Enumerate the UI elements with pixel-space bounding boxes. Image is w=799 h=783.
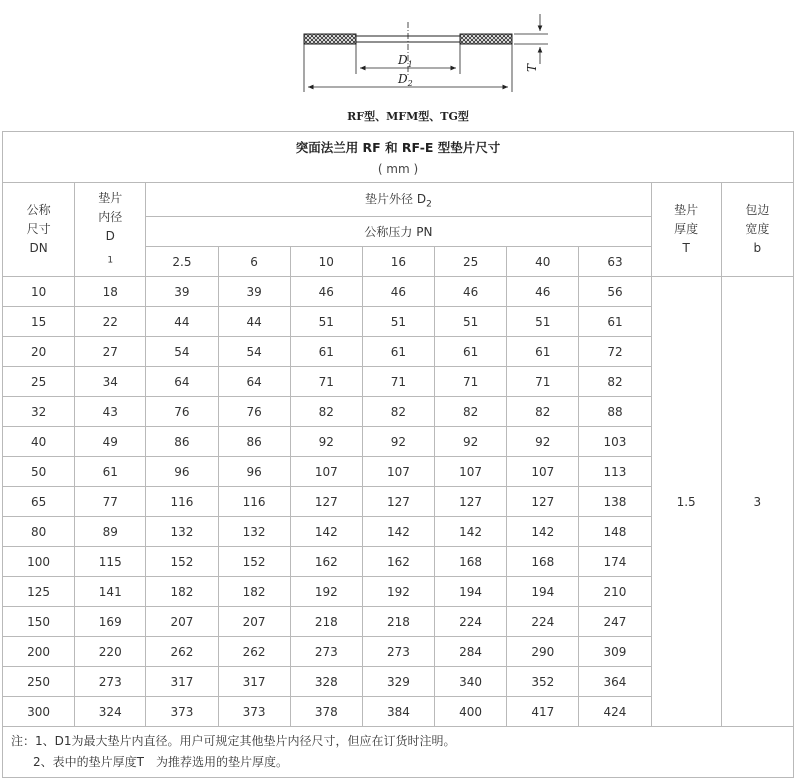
table-cell: 150 (3, 607, 75, 637)
table-cell: 127 (507, 487, 579, 517)
table-cell: 162 (290, 547, 362, 577)
header-pn-3: 16 (362, 247, 434, 277)
table-cell: 46 (435, 277, 507, 307)
table-cell: 384 (362, 697, 434, 727)
table-cell: 92 (507, 427, 579, 457)
table-cell: 417 (507, 697, 579, 727)
table-cell: 127 (362, 487, 434, 517)
table-cell: 77 (75, 487, 146, 517)
table-cell: 168 (507, 547, 579, 577)
table-cell: 92 (290, 427, 362, 457)
table-cell: 127 (290, 487, 362, 517)
table-cell: 142 (362, 517, 434, 547)
table-cell: 71 (290, 367, 362, 397)
table-cell: 25 (3, 367, 75, 397)
table-cell: 61 (290, 337, 362, 367)
table-cell: 54 (218, 337, 290, 367)
table-cell: 138 (579, 487, 651, 517)
table-cell: 142 (507, 517, 579, 547)
table-cell: 80 (3, 517, 75, 547)
table-cell: 273 (362, 637, 434, 667)
table-cell: 46 (507, 277, 579, 307)
table-cell: 127 (435, 487, 507, 517)
table-cell: 300 (3, 697, 75, 727)
table-row (3, 277, 794, 307)
table-cell: 182 (218, 577, 290, 607)
table-cell: 107 (362, 457, 434, 487)
table-cell: 61 (435, 337, 507, 367)
table-cell: 61 (579, 307, 651, 337)
table-cell: 82 (362, 397, 434, 427)
table-cell: 76 (146, 397, 218, 427)
header-outer-diameter: 垫片外径 $D_2$ (146, 183, 651, 217)
table-cell: 22 (75, 307, 146, 337)
table-cell: 103 (579, 427, 651, 457)
table-title (3, 132, 794, 183)
table-cell: 142 (435, 517, 507, 547)
table-cell: 373 (146, 697, 218, 727)
table-cell: 247 (579, 607, 651, 637)
table-cell: 82 (290, 397, 362, 427)
table-unit: ( mm ) (377, 162, 419, 176)
table-cell: 148 (579, 517, 651, 547)
table-cell: 207 (146, 607, 218, 637)
table-cell: 71 (507, 367, 579, 397)
table-cell: 51 (507, 307, 579, 337)
table-cell: 200 (3, 637, 75, 667)
table-cell: 324 (75, 697, 146, 727)
table-cell: 329 (362, 667, 434, 697)
table-cell: 107 (507, 457, 579, 487)
table-cell: 18 (75, 277, 146, 307)
table-cell: 82 (507, 397, 579, 427)
table-cell: 400 (435, 697, 507, 727)
note-1: 注：1、D1为最大垫片内直径。用户可规定其他垫片内径尺寸，但应在订货时注明。 (11, 734, 456, 748)
table-cell: 352 (507, 667, 579, 697)
table-cell: 220 (75, 637, 146, 667)
header-pn-0: 2.5 (146, 247, 218, 277)
table-cell: 309 (579, 637, 651, 667)
table-cell: 132 (218, 517, 290, 547)
table-cell: 152 (146, 547, 218, 577)
table-cell: 100 (3, 547, 75, 577)
table-cell: 107 (290, 457, 362, 487)
table-cell: 224 (435, 607, 507, 637)
table-cell: 96 (146, 457, 218, 487)
d2-label: $D_2$ (398, 72, 413, 88)
table-cell: 51 (290, 307, 362, 337)
table-cell: 162 (362, 547, 434, 577)
diagram-caption: RF型、MFM型、TG型 (347, 110, 469, 123)
table-cell: 192 (362, 577, 434, 607)
thickness-value: 1.5 (651, 277, 721, 727)
table-cell: 51 (362, 307, 434, 337)
gasket-cross-section-diagram (0, 0, 799, 130)
table-cell: 72 (579, 337, 651, 367)
table-cell: 56 (579, 277, 651, 307)
header-pn-5: 40 (507, 247, 579, 277)
table-cell: 50 (3, 457, 75, 487)
table-cell: 86 (218, 427, 290, 457)
table-cell: 71 (435, 367, 507, 397)
table-cell: 15 (3, 307, 75, 337)
header-pn-4: 25 (435, 247, 507, 277)
table-cell: 152 (218, 547, 290, 577)
table-cell: 49 (75, 427, 146, 457)
header-d1: 垫片 内径 D $_1$ (75, 183, 146, 277)
table-cell: 61 (75, 457, 146, 487)
table-cell: 125 (3, 577, 75, 607)
table-cell: 71 (362, 367, 434, 397)
table-cell: 328 (290, 667, 362, 697)
table-notes (3, 727, 794, 778)
table-title-text: 突面法兰用 RF 和 RF-E 型垫片尺寸 (295, 140, 501, 155)
table-cell: 34 (75, 367, 146, 397)
table-cell: 424 (579, 697, 651, 727)
header-thickness: 垫片 厚度 T (651, 183, 721, 277)
table-cell: 250 (3, 667, 75, 697)
table-cell: 115 (75, 547, 146, 577)
table-cell: 86 (146, 427, 218, 457)
table-cell: 182 (146, 577, 218, 607)
header-pn-1: 6 (218, 247, 290, 277)
header-pn-6: 63 (579, 247, 651, 277)
width-value: 3 (721, 277, 793, 727)
table-cell: 168 (435, 547, 507, 577)
table-cell: 64 (146, 367, 218, 397)
table-cell: 174 (579, 547, 651, 577)
table-cell: 317 (146, 667, 218, 697)
table-cell: 46 (290, 277, 362, 307)
dimension-lines (304, 14, 548, 92)
table-cell: 92 (435, 427, 507, 457)
header-pn-2: 10 (290, 247, 362, 277)
table-cell: 107 (435, 457, 507, 487)
table-cell: 317 (218, 667, 290, 697)
gasket-dimension-table (2, 131, 794, 778)
table-cell: 54 (146, 337, 218, 367)
table-cell: 284 (435, 637, 507, 667)
table-cell: 44 (146, 307, 218, 337)
table-cell: 39 (146, 277, 218, 307)
table-cell: 82 (435, 397, 507, 427)
table-cell: 169 (75, 607, 146, 637)
table-cell: 82 (579, 367, 651, 397)
table-cell: 20 (3, 337, 75, 367)
table-cell: 51 (435, 307, 507, 337)
table-cell: 27 (75, 337, 146, 367)
table-cell: 89 (75, 517, 146, 547)
table-cell: 113 (579, 457, 651, 487)
table-cell: 378 (290, 697, 362, 727)
table-cell: 32 (3, 397, 75, 427)
table-cell: 142 (290, 517, 362, 547)
table-cell: 116 (146, 487, 218, 517)
table-cell: 192 (290, 577, 362, 607)
table-cell: 132 (146, 517, 218, 547)
table-cell: 44 (218, 307, 290, 337)
table-cell: 10 (3, 277, 75, 307)
table-cell: 64 (218, 367, 290, 397)
table-cell: 224 (507, 607, 579, 637)
d1-label: $D_1$ (398, 53, 413, 69)
table-cell: 273 (290, 637, 362, 667)
note-2: 2、表中的垫片厚度T 为推荐选用的垫片厚度。 (33, 755, 288, 769)
table-cell: 96 (218, 457, 290, 487)
table-cell: 262 (146, 637, 218, 667)
table-cell: 373 (218, 697, 290, 727)
t-label: T (525, 63, 539, 72)
table-cell: 39 (218, 277, 290, 307)
table-cell: 364 (579, 667, 651, 697)
table-cell: 218 (362, 607, 434, 637)
table-cell: 92 (362, 427, 434, 457)
table-cell: 207 (218, 607, 290, 637)
table-cell: 116 (218, 487, 290, 517)
header-width: 包边 宽度 b (721, 183, 793, 277)
table-cell: 273 (75, 667, 146, 697)
table-cell: 290 (507, 637, 579, 667)
table-cell: 43 (75, 397, 146, 427)
table-cell: 88 (579, 397, 651, 427)
table-cell: 194 (435, 577, 507, 607)
table-cell: 61 (362, 337, 434, 367)
header-pressure: 公称压力 PN (146, 217, 651, 247)
table-cell: 141 (75, 577, 146, 607)
table-cell: 194 (507, 577, 579, 607)
table-cell: 218 (290, 607, 362, 637)
table-cell: 76 (218, 397, 290, 427)
table-cell: 61 (507, 337, 579, 367)
table-cell: 65 (3, 487, 75, 517)
table-cell: 46 (362, 277, 434, 307)
header-dn: 公称 尺寸 DN (3, 183, 75, 277)
table-cell: 40 (3, 427, 75, 457)
table-cell: 340 (435, 667, 507, 697)
table-cell: 262 (218, 637, 290, 667)
table-cell: 210 (579, 577, 651, 607)
